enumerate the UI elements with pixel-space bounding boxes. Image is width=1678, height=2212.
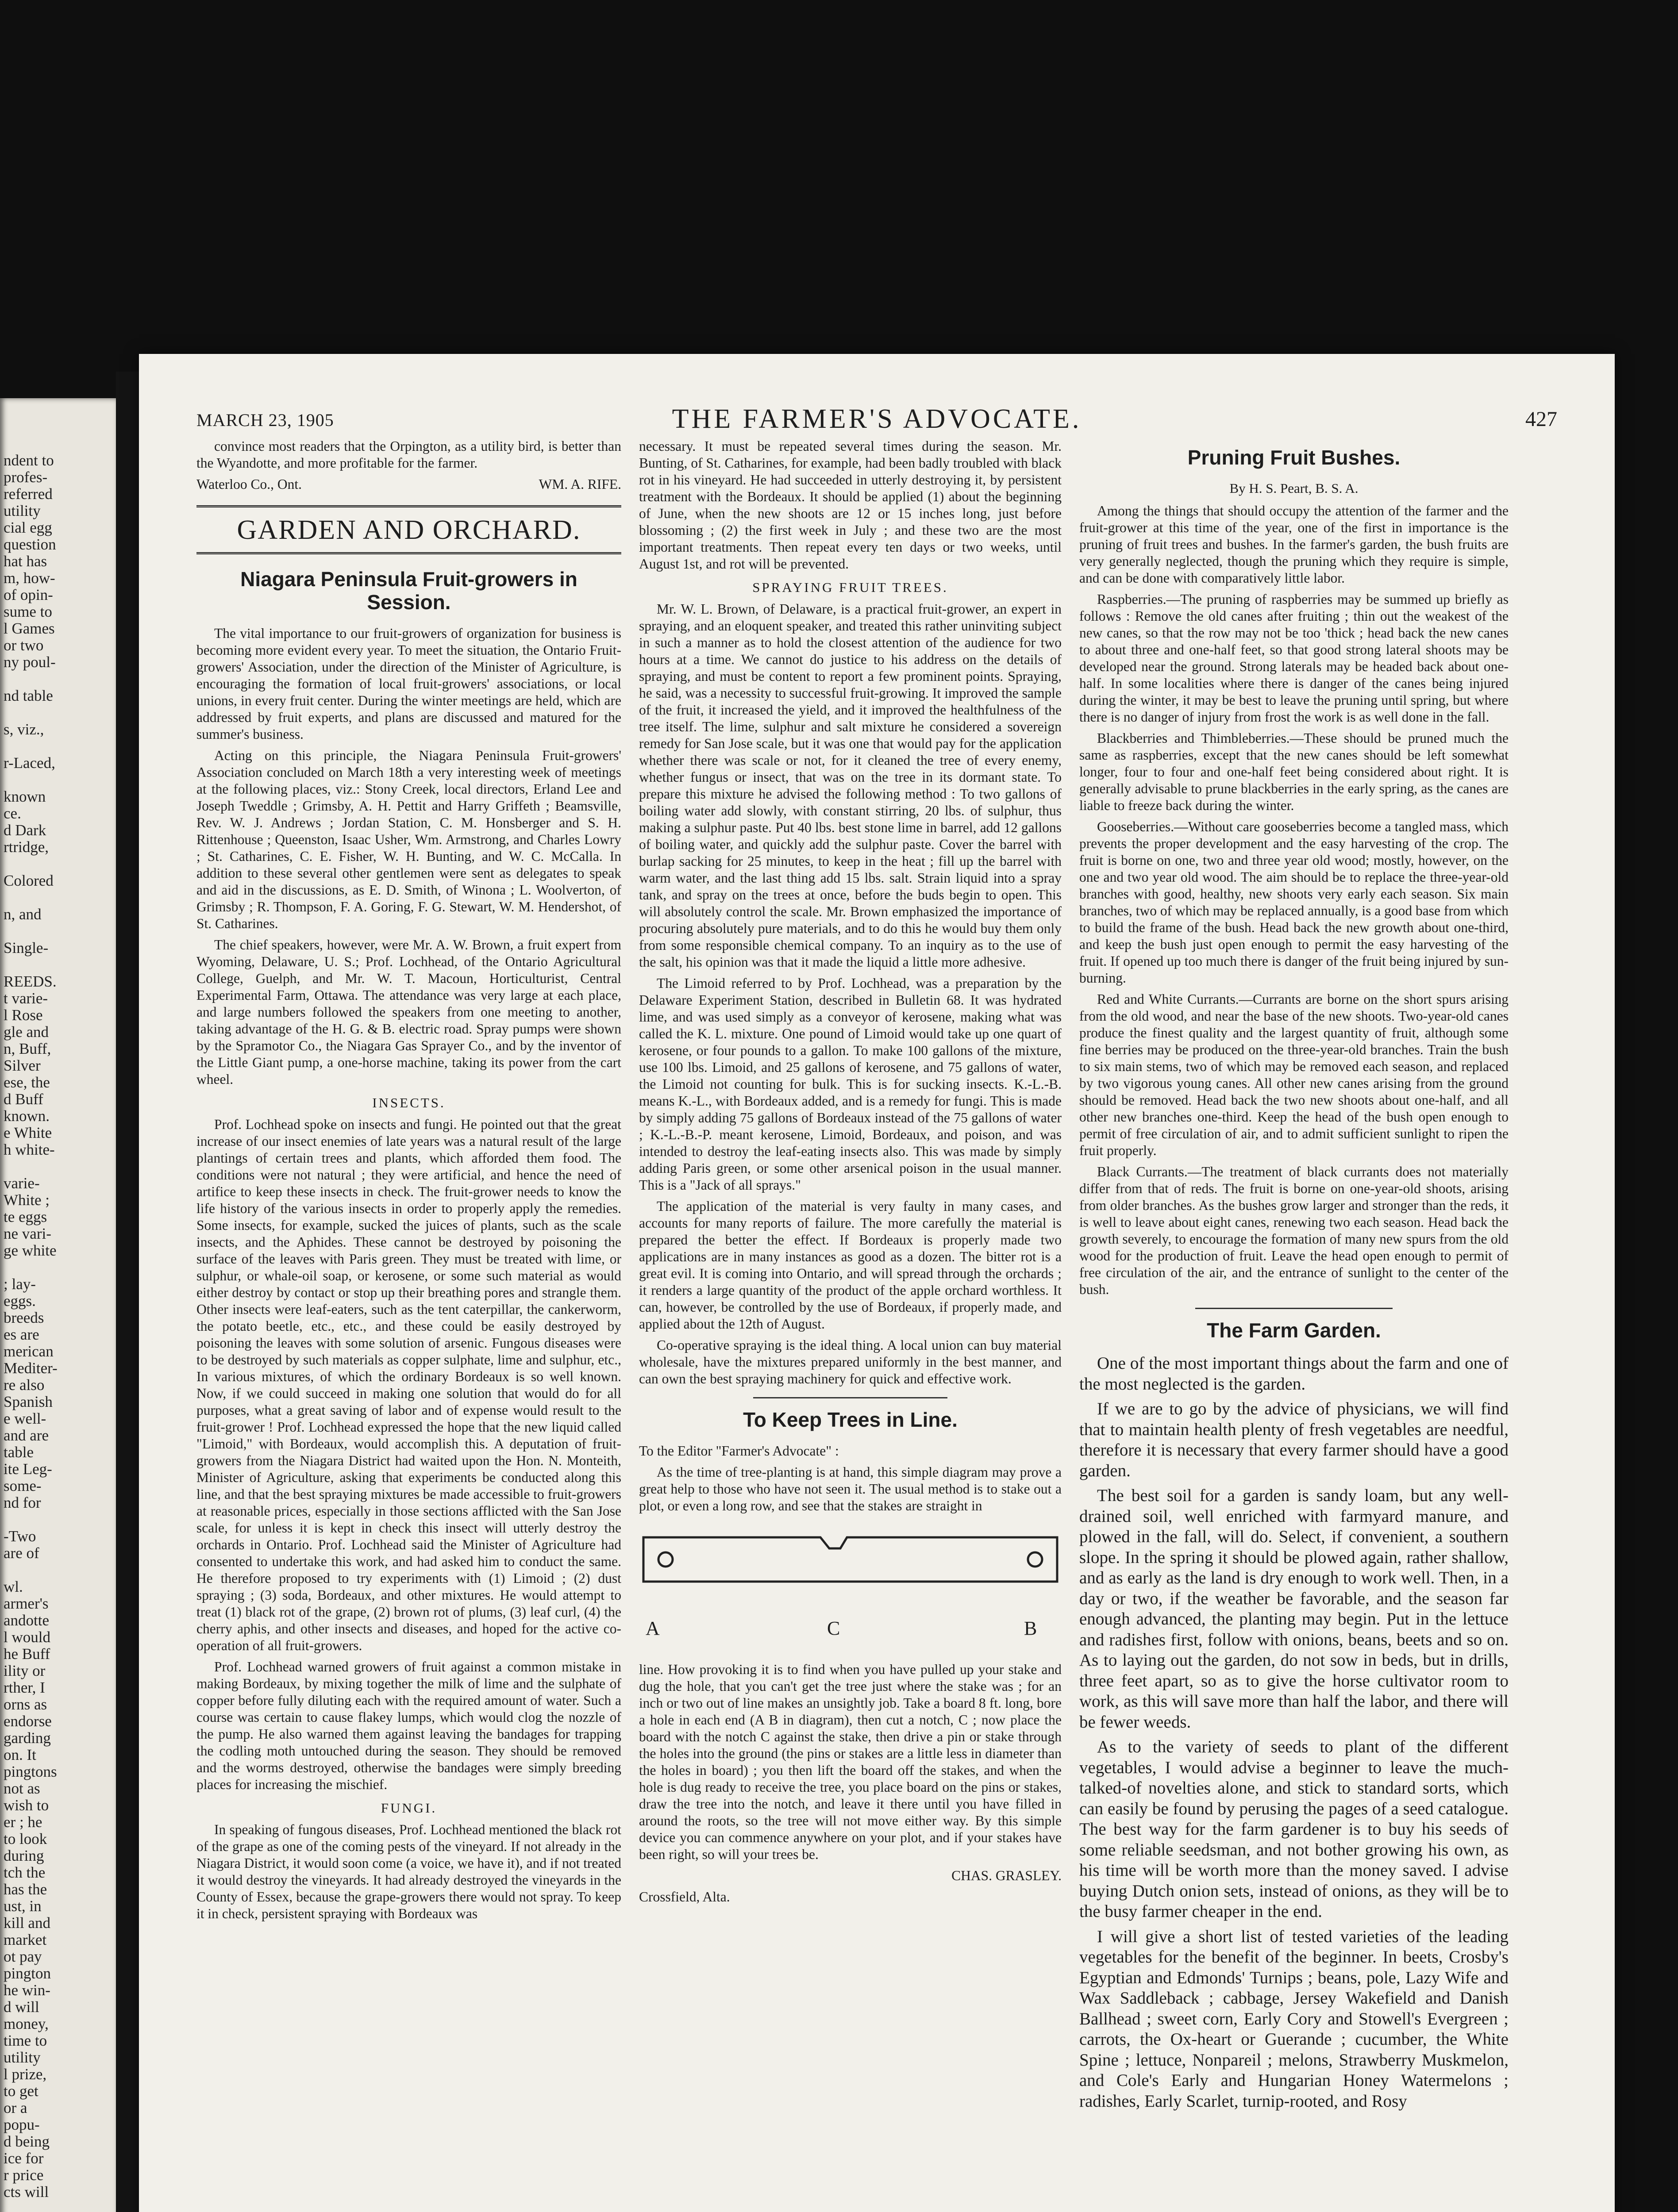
left-page-line: ndent to: [4, 452, 54, 469]
left-page-line: ust, in: [4, 1897, 42, 1915]
intro-signature: WM. A. RIFE.: [539, 476, 621, 492]
left-page-line: te eggs: [4, 1208, 47, 1225]
left-page-line: wish to: [4, 1797, 49, 1814]
left-page-line: are of: [4, 1544, 39, 1562]
farm-garden-body: [1079, 1353, 1509, 2112]
left-page-line: d Dark: [4, 822, 46, 839]
left-page-line: table: [4, 1444, 34, 1461]
farm-garden-paragraph-3: The best soil for a garden is sandy loam, but any well-drained soil, well enriched with farmyard manure, and plowed in the fall, will do. Select, if convenient, a southern slope. In the spring it should be plowed again, rather shallow, and as early as the land is dry enough to work well. Then, in a day or two, if the weather be favorable, and the season far enough advanced, the planting may begin. Put in the lettuce and radishes first, follow with onions, beans, beets and so on. As to laying out the garden, do not sow in beds, but in drills, three feet apart, so as to give the horse cultivator room to work, as this will save more than half the labor, and there will be fewer weeds.: [1079, 1486, 1509, 1732]
left-page-line: money,: [4, 2015, 49, 2032]
intro-paragraph: convince most readers that the Orpington, as a utility bird, is better than the Wyandotte, and more profitable for the farmer.: [196, 438, 621, 471]
left-page-line: d will: [4, 1998, 39, 2016]
left-page-line: d being: [4, 2133, 50, 2150]
left-page-line: or a: [4, 2099, 27, 2116]
left-page-line: popu-: [4, 2116, 40, 2133]
hole-a: [658, 1552, 673, 1567]
left-page-line: Single-: [4, 939, 49, 956]
left-page-line: breeds: [4, 1309, 44, 1326]
left-page-line: endorse: [4, 1713, 52, 1730]
pruning-gooseberries: Gooseberries.—Without care gooseberries become a tangled mass, which prevents the proper development and the easy harvesting of the crop. The fruit is borne on one, two and three year old wood; mostly, however, on the one and two year old wood. The aim should be to replace the three-year-old branches with good, healthy, new shoots very early each season. Six main branches, two of which may be replaced annually, is a good base from which to build the frame of the bush. Head back the new growth about one-third, and keep the bush just open enough to permit the easy harvesting of the fruit. If opened up too much there is danger of the fruit being injured by sun-burning.: [1079, 819, 1509, 986]
left-page-line: ot pay: [4, 1948, 42, 1965]
left-page-line: ese, the: [4, 1074, 50, 1091]
left-page-line: to get: [4, 2082, 38, 2100]
article-title-farm-garden: The Farm Garden.: [1207, 1319, 1381, 1342]
spraying-paragraph-2: The Limoid referred to by Prof. Lochhead, was a preparation by the Delaware Experiment Station, described in Bulletin 68. It was hydrated lime, and was used simply as a conveyor of kerosene, making what was called the K. L. mixture. One pound of Limoid would take up one quart of kerosene, or four pounds to a gallon. To make 100 gallons of the mixture, use 100 lbs. Limoid, and 25 gallons of kerosene, and 75 gallons of water, the Limoid not counting for bulk. This is for sucking insects. K.-L.-B. means K.-L., with Bordeaux added, and is a remedy for fungi. This is made by simply adding 75 gallons of Bordeaux instead of the 75 gallons of water ; K.-L.-B.-P. meant kerosene, Limoid, Bordeaux, and poison, and was intended to destroy the leaf-eating insects also. This was made by simply adding Paris green, or some other arsenical poison in the usual manner. This is a "Jack of all sprays.": [639, 975, 1062, 1193]
left-page-line: pingtons: [4, 1763, 57, 1780]
editor-salutation: To the Editor "Farmer's Advocate" :: [639, 1443, 839, 1459]
left-page-line: nd for: [4, 1494, 41, 1511]
article-divider: [1195, 1308, 1393, 1309]
left-page-line: utility: [4, 502, 41, 519]
left-page-line: referred: [4, 485, 53, 503]
farm-garden-paragraph-2: If we are to go by the advice of physicians, we will find that to maintain health plenty of fresh vegetables are needful, therefore it is necessary that every farmer should have a good garden.: [1079, 1399, 1509, 1480]
farm-garden-paragraph-5: I will give a short list of tested varieties of the leading vegetables for the benefit of the beginner. In beets, Crosby's Egyptian and Edmonds' Turnips ; beans, pole, Lazy Wife and Wax Saddleback ; cabbage, Jersey Wakefield and Danish Ballhead ; sweet corn, Early Cory and Stowell's Evergreen ; carrots, the Ox-heart or Guerande ; cucumber, the White Spine ; lettuce, Nonpareil ; melons, Strawberry Muskmelon, and Cole's Early and Hungarian Honey Watermelons ; radishes, Early Scarlet, turnip-rooted, and Rosy: [1079, 1927, 1509, 2111]
newspaper-page: [139, 354, 1615, 2212]
column-2: [639, 438, 1062, 1910]
left-page-line: on. It: [4, 1746, 36, 1763]
left-page-line: or two: [4, 637, 44, 654]
left-page-line: er ; he: [4, 1813, 42, 1831]
trees-paragraph-1: As the time of tree-planting is at hand, this simple diagram may prove a great help to those who have not seen it. The usual method is to stake out a plot, or even a long row, and see that the stakes are straight in: [639, 1464, 1062, 1513]
left-page-line: n, Buff,: [4, 1040, 51, 1057]
book-spine: [116, 372, 139, 2212]
spraying-paragraph-1: Mr. W. L. Brown, of Delaware, is a practical fruit-grower, an expert in spraying, and an eloquent speaker, and treated this rather uninviting subject in such a manner as to hold the closest attention of the audience for two hours at a time. We cannot do justice to his address on the details of spraying, and must be content to report a few prominent points. Spraying, he said, was a necessity to successful fruit-growing. It improved the sample of the fruit, it increased the yield, and it improved the healthfulness of the tree itself. The lime, sulphur and salt mixture he considered a sovereign remedy for San Jose scale, but it was one that would pay for the application whether there was scale or not, for it cleaned the tree of every enemy, whether fungus or insect, that was on the tree in its dormant state. To prepare this mixture he advised the following method : To two gallons of boiling water add slowly, with constant stirring, 20 lbs. of sulphur, thus making a sulphur paste. Put 40 lbs. best stone lime in barrel, add 12 gallons of boiling water, and quickly add the sulphur paste. Cover the barrel with burlap sacking for 25 minutes, to keep in the heat ; fill up the barrel with warm water, and the last thing add 15 lbs. salt. Strain liquid into a spray tank, and spray on the trees at once, before the buds begin to open. This will absolutely control the scale. Mr. Brown emphasized the importance of procuring absolutely pure materials, and to do this he would buy them only from some responsible chemical company. To an inquiry as to the use of the salt, his opinion was that it made the liquid a little more adhesive.: [639, 601, 1062, 970]
left-page-line: l prize,: [4, 2066, 47, 2083]
left-page-line: has the: [4, 1881, 47, 1898]
hole-b: [1028, 1552, 1042, 1567]
left-page-line: known.: [4, 1107, 50, 1125]
diagram-label-c: C: [827, 1617, 840, 1639]
left-page-line: REEDS.: [4, 973, 57, 990]
left-page-line: varie-: [4, 1175, 40, 1192]
left-page-line: Mediter-: [4, 1359, 58, 1377]
left-page-line: m, how-: [4, 569, 55, 587]
insects-heading: INSECTS.: [372, 1095, 446, 1110]
niagara-paragraph-1: The vital importance to our fruit-growers of organization for business is becoming more evident every year. To meet the situation, the Ontario Fruit-growers' Association, under the direction of the Minister of Agriculture, is encouraging the formation of local fruit-growers' associations, or local unions, in every fruit center. During the winter meetings are held, which are addressed by fruit experts, and plans are discussed and matured for the summer's business.: [196, 626, 621, 742]
left-page-line: e White: [4, 1124, 52, 1141]
left-page-line: ge white: [4, 1242, 57, 1259]
spraying-paragraph-3: The application of the material is very faulty in many cases, and accounts for many reports of failure. The more carefully the material is prepared the better the effect. If Bordeaux is properly made two applications are in many instances as good as a dozen. The bitter rot is a great evil. It is coming into Ontario, and will spread through the orchards ; it renders a large quantity of the product of the apple orchard worthless. It can, however, be controlled by the use of Bordeaux, if properly made, and applied about the 12th of August.: [639, 1198, 1062, 1332]
left-page-fragment: [0, 398, 116, 2212]
left-page-line: andotte: [4, 1612, 50, 1629]
left-page-line: armer's: [4, 1595, 49, 1612]
left-page-line: re also: [4, 1376, 45, 1394]
left-page-line: orns as: [4, 1696, 47, 1713]
insects-paragraph-1: Prof. Lochhead spoke on insects and fungi. He pointed out that the great increase of our insect enemies of late years was a natural result of the large plantings of certain trees and plants, which afforded them food. The conditions were not natural ; they were artificial, and hence the need of artifice to keep these insects in check. The fruit-grower needs to know the life history of the various insects in order to properly apply the remedies. Some insects, for example, sucked the juices of plants, such as the scale insects, and the Aphides. These cannot be destroyed by poisoning the surface of the leaves with Paris green. They must be treated with lime, or sulphur, or whale-oil soap, or kerosene, or some such material as would either destroy by contact or stop up their breathing pores and strangle them. Other insects were leaf-eaters, such as the tent caterpillar, the cankerworm, the potato beetle, etc., etc., and these could be easily destroyed by poisoning the leaves with some solution of arsenic. Fungous diseases were to be destroyed by such materials as copper sulphate, lime and sulphur, etc., In various mixtures, of which the ordinary Bordeaux is so well known. Now, if we could succeed in making one solution that would do for all purposes, what a great saving of labor and of expense would result to the fruit-grower ! Prof. Lochhead expressed the hope that the new liquid called "Limoid," with Bordeaux, would accomplish this. A deputation of fruit-growers from the Niagara District had waited upon the Hon. N. Monteith, Minister of Agriculture, asking that experiments be conducted along this line, and that the best spraying mixtures be made accessible to fruit-growers at reasonable prices, especially in those sections afflicted with the San Jose scale, for unless it is kept in check this insect will utterly destroy the orchards in Ontario. Prof. Lochhead said the Minister of Agriculture had consented to undertake this work, and had asked him to conduct the same. He therefore proposed to try experiments with (1) Limoid ; (2) dust spraying ; (3) soda, Bordeaux, and other mixtures. He would attempt to treat (1) black rot of the grape, (2) brown rot of plums, (3) leaf curl, (4) the cherry aphis, and other insects and diseases, and hoped for the active co-operation of all fruit-growers.: [196, 1117, 621, 1653]
left-page-line: rther, I: [4, 1679, 45, 1696]
left-page-line: and are: [4, 1427, 49, 1444]
left-page-line: Spanish: [4, 1393, 53, 1410]
pruning-blackberries: Blackberries and Thimbleberries.—These should be pruned much the same as raspberries, except that the new canes should be left somewhat longer, four to four and one-half feet being considered about right. It is generally advisable to prune blackberries in the early spring, as the canes are liable to freeze back during the winter.: [1079, 730, 1509, 813]
left-page-line: cts will: [4, 2183, 49, 2200]
left-page-line: he win-: [4, 1982, 50, 1999]
left-page-line: question: [4, 536, 56, 553]
left-page-line: l Rose: [4, 1006, 43, 1024]
left-page-line: garding: [4, 1729, 51, 1747]
left-page-line: cial egg: [4, 519, 52, 536]
left-page-line: t varie-: [4, 990, 48, 1007]
left-page-line: l Games: [4, 620, 55, 637]
niagara-paragraph-3: The chief speakers, however, were Mr. A. W. Brown, a fruit expert from Wyoming, Delaware, U. S.; Prof. Lochhead, of the Ontario Agricultural College, Guelph, and Mr. W. T. Macoun, Horticulturist, Central Experimental Farm, Ottawa. The attendance was very large at each place, and large numbers followed the speakers from one meeting to another, taking advantage of the H. G. & B. electric road. Spray pumps were shown by the Spramotor Co., the Niagara Gas Sprayer Co., and by the inventor of the Little Giant pump, a one-horse machine, taking its power from the cart wheel.: [196, 937, 621, 1087]
insects-paragraph-2: Prof. Lochhead warned growers of fruit against a common mistake in making Bordeaux, by mixing together the milk of lime and the sulphate of copper before fully diluting each with the required amount of water. Such a course was certain to cause flakey lumps, which would clog the nozzle of the pump. He also warned them against leaving the bandages for trapping the codling moth untouched during the season. They should be removed and the worms destroyed, otherwise the bandages were simply breeding places for increasing the mischief.: [196, 1659, 621, 1792]
left-page-line: ny poul-: [4, 653, 56, 671]
farm-garden-paragraph-1: One of the most important things about the farm and one of the most neglected is the garden.: [1079, 1354, 1509, 1394]
left-page-line: e well-: [4, 1410, 46, 1427]
left-page-line: known: [4, 788, 46, 805]
fungi-paragraph: In speaking of fungous diseases, Prof. Lochhead mentioned the black rot of the grape as one of the coming pests of the vineyard. If not already in the Niagara District, it would soon come (a voice, we have it), and if not treated it would destroy the vineyards. It had already destroyed the vineyards in the County of Essex, because the grape-growers there would not spray. To keep it in check, persistent spraying with Bordeaux was: [196, 1822, 621, 1921]
left-page-line: s, viz.,: [4, 721, 44, 738]
left-page-line: l would: [4, 1628, 50, 1646]
left-page-line: n, and: [4, 906, 42, 923]
left-page-line: sume to: [4, 603, 52, 620]
left-page-line: wl.: [4, 1578, 23, 1595]
left-page-line: h white-: [4, 1141, 55, 1158]
niagara-paragraph-2: Acting on this principle, the Niagara Peninsula Fruit-growers' Association concluded on March 18th a very interesting week of meetings at the following places, viz.: Stony Creek, local directors, Erland Lee and Joseph Tweddle ; Grimsby, A. H. Pettit and Harry Griffeth ; Beamsville, Rev. W. J. Andrews ; Jordan Station, C. M. Honsberger and S. H. Rittenhouse ; Queenston, Isaac Usher, Wm. Armstrong, and Charles Lowry ; St. Catharines, C. E. Fisher, W. H. Bunting, and W. C. McCalla. In addition to these several other gentlemen were sent as delegates to speak and aid in the discussions, as E. D. Smith, of Winona ; L. Woolverton, of Grimsby ; R. Thompson, F. A. Goring, F. G. Stewart, W. M. Hendershot, of St. Catharines.: [196, 748, 621, 931]
left-page-line: to look: [4, 1830, 47, 1847]
diagram-label-b: B: [1024, 1617, 1037, 1639]
left-page-line: Colored: [4, 872, 54, 889]
pruning-paragraph-1: Among the things that should occupy the attention of the farmer and the fruit-grower at this time of the year, one of the first in importance is the pruning of fruit trees and bushes. In the farmer's garden, the bush fruits are very generally neglected, though the pruning which they require is simple, and can be done with comparatively little labor.: [1079, 503, 1509, 586]
trees-signature: CHAS. GRASLEY.: [951, 1868, 1062, 1883]
pruning-black-currants: Black Currants.—The treatment of black currants does not materially differ from that of reds. The fruit is borne on one-year-old shoots, arising from older branches. As the bushes grow larger and stronger than the reds, it is well to leave about eight canes, renewing two each season. Head back the growth severely, to encourage the formation of many new spurs from the old wood for the production of fruit. Leave the head open enough to permit of free circulation of the air, and the entrance of sunlight to the center of the bush.: [1079, 1164, 1509, 1297]
left-page-line: pington: [4, 1965, 51, 1982]
left-page-line: rtridge,: [4, 838, 49, 856]
left-page-line: Silver: [4, 1057, 41, 1074]
left-page-line: ; lay-: [4, 1275, 36, 1293]
left-page-line: some-: [4, 1477, 42, 1494]
left-page-line: time to: [4, 2032, 47, 2049]
article-title-pruning: Pruning Fruit Bushes.: [1187, 446, 1401, 469]
issue-date: MARCH 23, 1905: [196, 410, 334, 430]
left-page-line: he Buff: [4, 1645, 50, 1663]
section-title: GARDEN AND ORCHARD.: [196, 505, 621, 554]
left-page-line: d Buff: [4, 1091, 43, 1108]
left-page-line: ility or: [4, 1662, 46, 1679]
article-divider: [753, 1397, 947, 1398]
spraying-heading: SPRAYING FRUIT TREES.: [752, 580, 948, 595]
farm-garden-paragraph-4: As to the variety of seeds to plant of the different vegetables, I would advise a beginner to leave the much-talked-of novelties alone, and stick to standard sorts, which can easily be found by perusing the pages of a seed catalogue. The best way for the farm gardener is to buy his seeds of some reliable seedsman, and not bother growing his own, as his time will be worth more than the money saved. I advise buying Dutch onion sets, instead of onions, as they will be to the busy farmer cheaper in the end.: [1079, 1737, 1509, 1921]
planting-board-drawing: [639, 1524, 1062, 1613]
left-page-line: eggs.: [4, 1292, 36, 1310]
left-page-line: not as: [4, 1780, 40, 1797]
left-page-line: -Two: [4, 1528, 36, 1545]
left-page-line: gle and: [4, 1023, 49, 1041]
left-page-line: of opin-: [4, 586, 53, 603]
page-number: 427: [1525, 407, 1557, 431]
column-1: [196, 438, 621, 1927]
left-page-line: nd table: [4, 687, 53, 704]
spraying-paragraph-4: Co-operative spraying is the ideal thing. A local union can buy material wholesale, have the mixtures prepared uniformly in the best manner, and can own the best spraying machinery for quick and effective work.: [639, 1337, 1062, 1386]
left-page-line: merican: [4, 1343, 54, 1360]
left-page-line: utility: [4, 2049, 41, 2066]
left-page-line: r price: [4, 2166, 44, 2184]
left-page-line: ce.: [4, 805, 21, 822]
masthead: THE FARMER'S ADVOCATE.: [672, 404, 1082, 434]
left-page-line: hat has: [4, 553, 47, 570]
column-3: [1079, 438, 1509, 2116]
left-page-line: market: [4, 1931, 47, 1948]
bordeaux-continuation: necessary. It must be repeated several times during the season. Mr. Bunting, of St. Catharines, for example, had been badly troubled with black rot in his vineyard. He had succeeded in utterly destroying it, by persistent treatment with the Bordeaux. It should be applied (1) about the beginning of June, when the new shoots are 12 or 15 inches long, just before blossoming ; (2) the first week in July ; and these two are the most important treatments. Then repeat every ten days or two weeks, until August 1st, and rot will be prevented.: [639, 438, 1062, 572]
article-title-trees-in-line: To Keep Trees in Line.: [743, 1408, 958, 1431]
trees-paragraph-2: line. How provoking it is to find when you have pulled up your stake and dug the hole, that you can't get the tree just where the stake was ; for an inch or two out of line makes an unsightly job. Take a board 8 ft. long, bore a hole in each end (A B in diagram), then cut a notch, C ; now place the board with the notch C against the stake, then drive a pin or stake through the holes into the ground (the pins or stakes are a little less in diameter than the holes in board) ; you then lift the board off the stakes, and when the hole is dug ready to receive the tree, you place board on the pins or stakes, draw the tree into the notch, and leave it there until you have filled in around the roots, so the tree will not move either way. By this simple device you can commence anywhere on your plot, and if your stakes have been right, so will your trees be.: [639, 1662, 1062, 1862]
trees-place: Crossfield, Alta.: [639, 1889, 730, 1905]
pruning-byline: By H. S. Peart, B. S. A.: [1229, 480, 1359, 496]
left-page-line: ne vari-: [4, 1225, 51, 1242]
article-title-niagara: Niagara Peninsula Fruit-growers in Session.: [240, 568, 577, 614]
left-page-line: ite Leg-: [4, 1460, 52, 1478]
left-page-line: r-Laced,: [4, 754, 55, 772]
left-page-line: es are: [4, 1326, 39, 1343]
trees-signature-line: [639, 1867, 1062, 1884]
intro-place: Waterloo Co., Ont.: [196, 476, 302, 492]
pruning-raspberries: Raspberries.—The pruning of raspberries may be summed up briefly as follows : Remove the old canes after fruiting ; thin out the weakest of the new canes, so that the row may not be too 'thick ; head back the new canes to about three and one-half feet, so that good strong lateral shoots may be developed near the ground. Strong laterals may be headed back about one-half. In some localities where there is danger of the canes being injured during the winter, it may be best to leave the pruning until spring, but where there is no danger of injury from frost the work is as well done in the fall.: [1079, 591, 1509, 725]
left-page-line: tch the: [4, 1864, 46, 1881]
left-page-line: profes-: [4, 469, 48, 486]
intro-signature-line: [196, 476, 621, 493]
planting-board-diagram: [639, 1524, 1062, 1657]
fungi-heading: FUNGI.: [381, 1800, 437, 1816]
left-page-line: during: [4, 1847, 44, 1864]
diagram-label-a: A: [646, 1617, 660, 1639]
running-header: [196, 403, 1557, 434]
pruning-red-white-currants: Red and White Currants.—Currants are borne on the short spurs arising from the old wood, and near the base of the new shoots. Two-year-old canes produce the finest quality and the largest quantity of fruit, although some fine berries may be produced on the three-year-old branches. Train the bush to six main stems, two of which may be removed each season, and replaced by two vigorous young canes. All other new canes arising from the ground should be removed. Head back the two new shoots about one-half, and all other new branches one-third. Keep the head of the bush open enough to permit of free circulation of air, and to admit sufficient sunlight to ripen the fruit properly.: [1079, 991, 1509, 1158]
left-page-line: White ;: [4, 1191, 50, 1209]
left-page-line: ice for: [4, 2150, 44, 2167]
left-page-line: kill and: [4, 1914, 50, 1932]
